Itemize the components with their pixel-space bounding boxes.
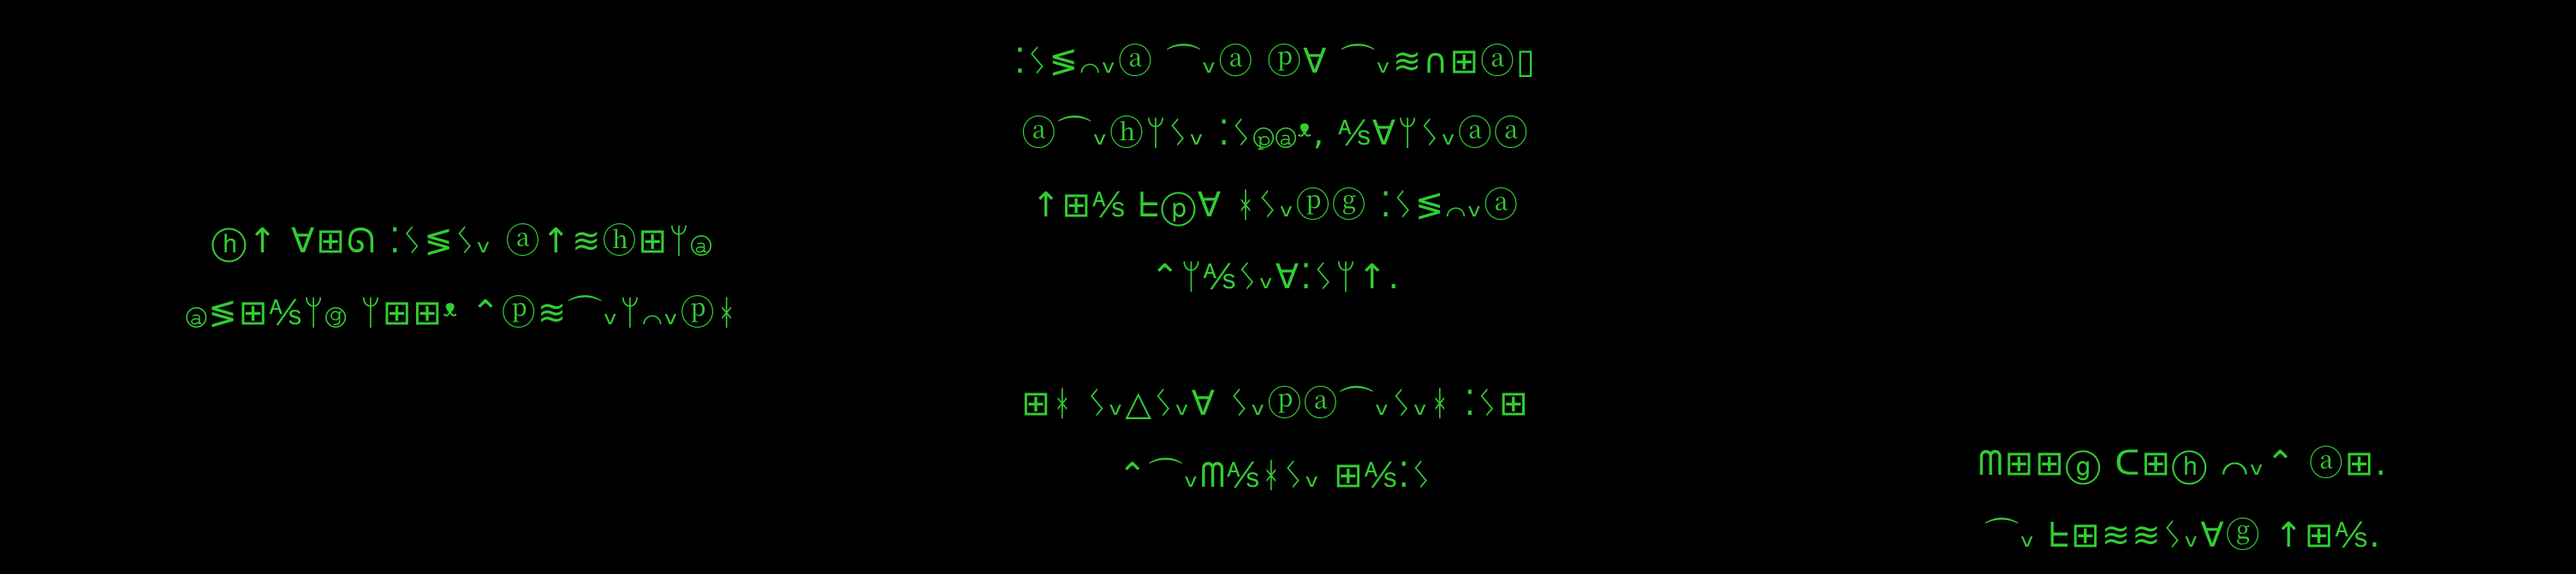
glyph-line: ⓗ↑ ∀⊞ᘏ ⁚ᛊ≶ᛊᵥ ⓐ↑≋ⓗ⊞ᛘⓐ (211, 222, 713, 261)
glyph-line: ⌒ᵥ ᖶ⊞≋≋ᛊᵥ∀ⓖ ↑⊞⅍. (1984, 516, 2382, 555)
glyph-text-block-top (890, 26, 1661, 313)
glyph-text-block-right (1815, 428, 2551, 571)
glyph-line: ⓐ⌒ᵥⓗᛘᛊᵥ ⁚ᛊⓟⓐᵜ, ⅍∀ᛘᛊᵥⓐⓐ (1021, 114, 1530, 153)
glyph-line: ᗰ⊞⊞ⓖ ᑕ⊞ⓗ ⌒ᵥ⌃ ⓐ⊞. (1978, 444, 2389, 483)
glyph-line: ⊞ᚼ ᛊᵥ△ᛊᵥ∀ ᛊᵥⓟⓐ⌒ᵥᛊᵥᚼ ⁚ᛊ⊞ (1021, 384, 1530, 423)
glyph-line: ⌃⌒ᵥᗰ⅍ᚼᛊᵥ ⊞⅍⁚ᛊ (1117, 456, 1434, 495)
glyph-text-block-middle (890, 368, 1661, 512)
glyph-text-block-left (17, 205, 907, 349)
glyph-line: ⁚ᛊ≶⌒ᵥⓐ ⌒ᵥⓐ ⓟ∀ ⌒ᵥ≋∩⊞ⓐ▯ (1014, 42, 1538, 81)
glyph-line: ⓐ≶⊞⅍ᛘⓖ ᛘ⊞⊞ᵜ ⌃ⓟ≋⌒ᵥᛘ⌒ᵥⓟᚼ (186, 293, 739, 333)
glyph-line: ↑⊞⅍ ᖶⓟ∀ ᚼᛊᵥⓟⓖ ⁚ᛊ≶⌒ᵥⓐ (1031, 186, 1520, 225)
glyph-line: ⌃ᛘ⅍ᛊᵥ∀⁚ᛊᛘ↑. (1150, 257, 1401, 297)
